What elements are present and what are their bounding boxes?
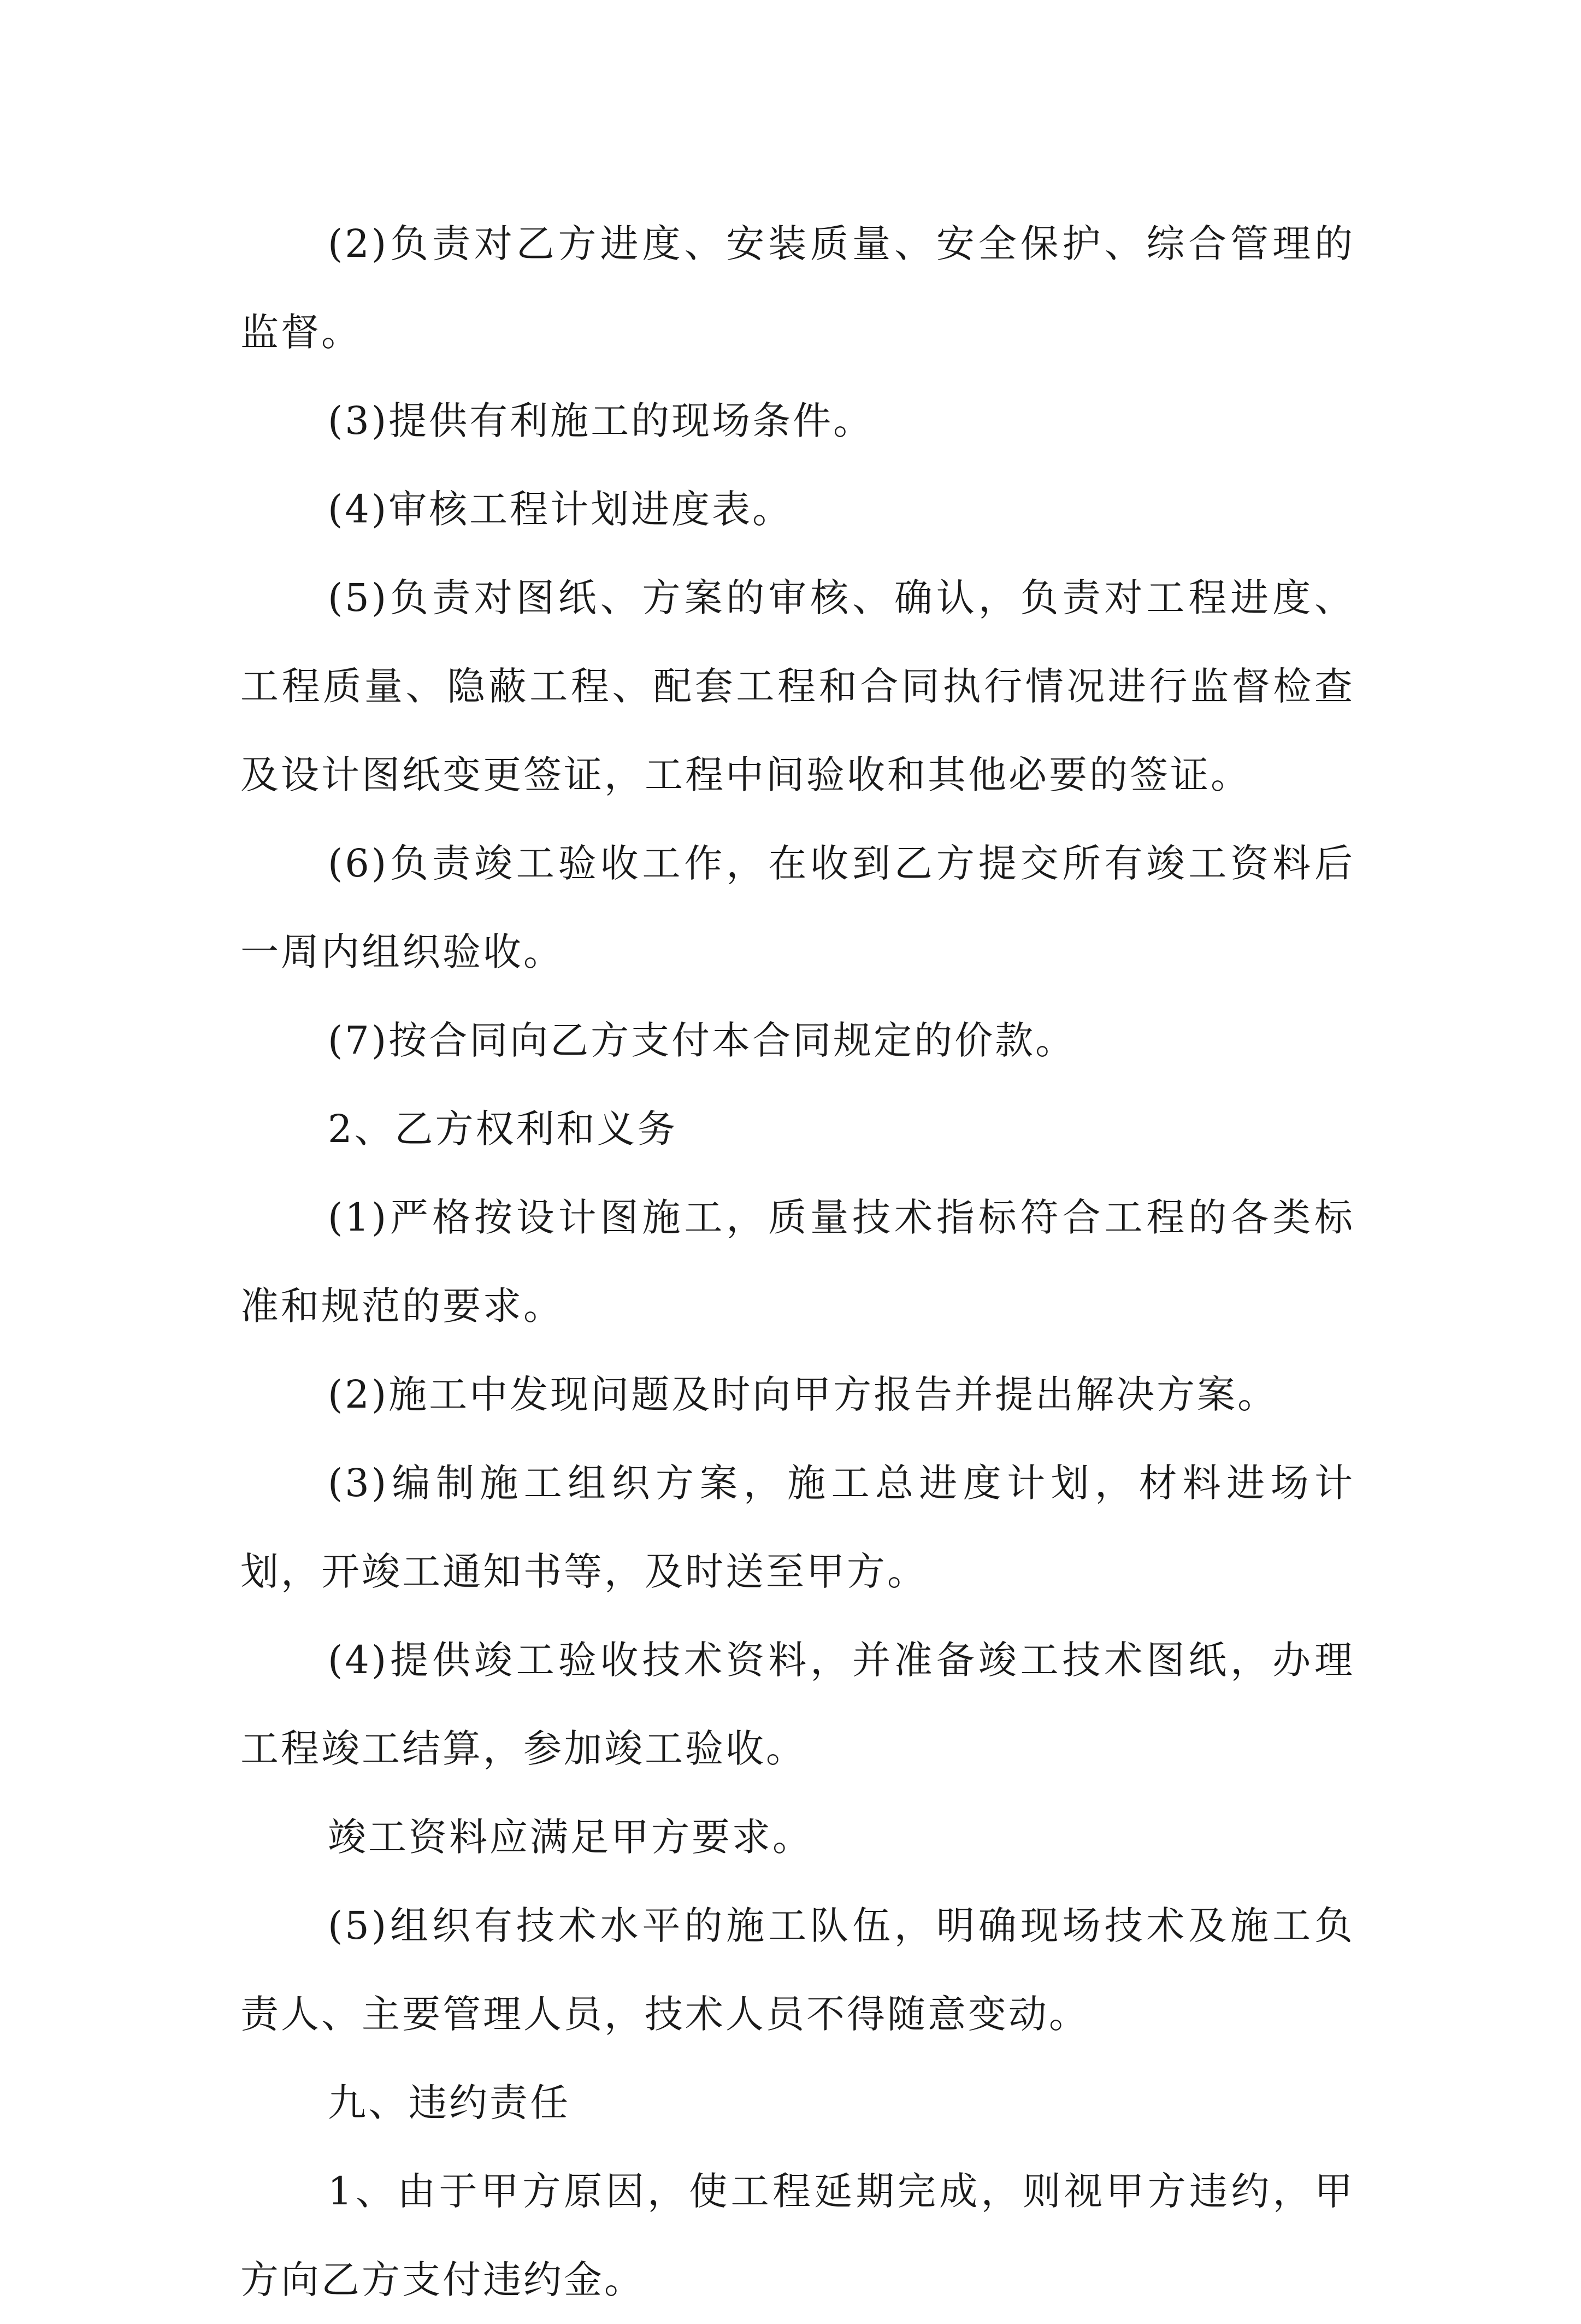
paragraph-party-a-3: (3)提供有利施工的现场条件。: [328, 398, 874, 443]
paragraph-party-a-4: (4)审核工程计划进度表。: [328, 487, 793, 532]
paragraph-party-b-1: (1)严格按设计图施工，质量技术指标符合工程的各类标准和规范的要求。: [240, 1195, 1355, 1328]
paragraph-party-a-2: (2)负责对乙方进度、安装质量、安全保护、综合管理的监督。: [240, 221, 1355, 355]
paragraph-breach-1: 1、由于甲方原因，使工程延期完成，则视甲方违约，甲方向乙方支付违约金。: [240, 2169, 1355, 2302]
section-heading-party-b: 2、乙方权利和义务: [328, 1107, 678, 1151]
section-heading-breach: 九、违约责任: [328, 2080, 570, 2125]
paragraph-party-a-5: (5)负责对图纸、方案的审核、确认，负责对工程进度、工程质量、隐蔽工程、配套工程和合同执行情况进行监督检查及设计图纸变更签证，工程中间验收和其他必要的签证。: [240, 575, 1355, 797]
paragraph-party-b-4: (4)提供竣工验收技术资料，并准备竣工技术图纸，办理工程竣工结算，参加竣工验收。: [240, 1638, 1355, 1771]
document-body: [240, 199, 1355, 2324]
paragraph-party-b-5: (5)组织有技术水平的施工队伍，明确现场技术及施工负责人、主要管理人员，技术人员不得随意变动。: [240, 1903, 1355, 2037]
paragraph-party-b-2: (2)施工中发现问题及时向甲方报告并提出解决方案。: [328, 1372, 1278, 1417]
paragraph-party-a-6: (6)负责竣工验收工作，在收到乙方提交所有竣工资料后一周内组织验收。: [240, 841, 1355, 974]
paragraph-party-a-7: (7)按合同向乙方支付本合同规定的价款。: [328, 1018, 1076, 1063]
paragraph-party-b-3: (3)编制施工组织方案，施工总进度计划，材料进场计划，开竣工通知书等，及时送至甲方。: [240, 1461, 1355, 1594]
paragraph-party-b-4-note: 竣工资料应满足甲方要求。: [328, 1815, 813, 1860]
